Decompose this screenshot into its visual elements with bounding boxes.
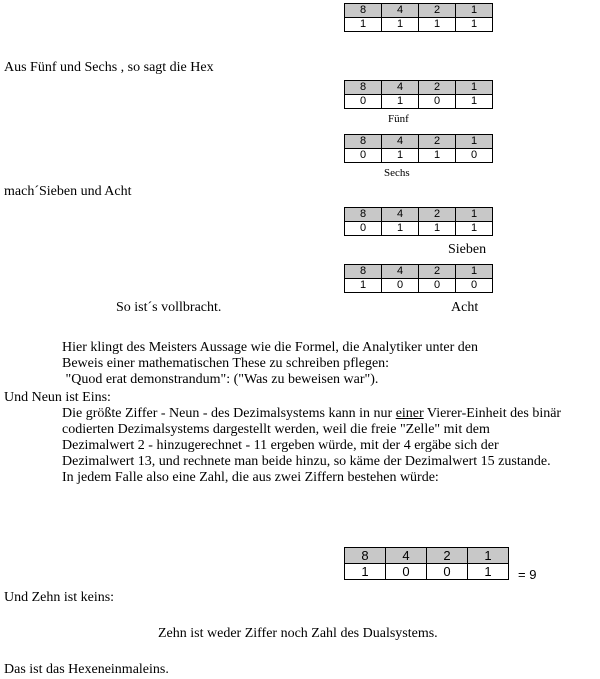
caption-neun: = 9 xyxy=(518,567,537,582)
bit-weight-4: 4 xyxy=(386,548,427,564)
paragraph-text: Vierer-Einheit des binär codierten Dezimalsystems dargestellt werden, weil die freie "Zelle" mit dem Dezimalwert 2 - hinzugerechnet - 11 ergeben würde, mit der 4 ergäbe sich der Dezimalwert 13, und rechnete man beide hinzu, so käme der Dezimalwert 15 zustande. In jedem Falle also eine Zahl, die aus zwei Ziffern bestehen würde: xyxy=(62,406,562,485)
bit-weight-2: 2 xyxy=(419,135,456,149)
bit-weight-1: 1 xyxy=(456,265,493,279)
bit-table-top xyxy=(344,3,493,32)
bit-value: 1 xyxy=(468,564,509,580)
bit-value-row xyxy=(345,149,493,163)
bit-header-row xyxy=(345,208,493,222)
bit-table-sieben xyxy=(344,207,493,236)
bit-header-row xyxy=(345,135,493,149)
paragraph-line: Beweis einer mathematischen These zu schreiben pflegen: xyxy=(62,356,390,371)
caption-sechs: Sechs xyxy=(384,167,410,179)
paragraph-neun xyxy=(62,406,562,486)
bit-value: 1 xyxy=(382,18,419,32)
bit-weight-8: 8 xyxy=(345,4,382,18)
bit-value-row xyxy=(345,564,509,580)
bit-value: 0 xyxy=(427,564,468,580)
bit-weight-1: 1 xyxy=(456,81,493,95)
bit-value: 0 xyxy=(345,95,382,109)
bit-value: 1 xyxy=(456,95,493,109)
bit-value: 0 xyxy=(456,149,493,163)
bit-value: 1 xyxy=(382,149,419,163)
bit-weight-2: 2 xyxy=(419,265,456,279)
paragraph-formula xyxy=(62,340,600,388)
bit-weight-4: 4 xyxy=(382,135,419,149)
statement-zehn: Zehn ist weder Ziffer noch Zahl des Dualsystems. xyxy=(158,626,438,641)
bit-value: 1 xyxy=(345,279,382,293)
caption-acht: Acht xyxy=(451,300,479,315)
bit-header-row xyxy=(345,81,493,95)
bit-table-fuenf xyxy=(344,80,493,109)
caption-fuenf: Fünf xyxy=(388,113,409,125)
bit-weight-1: 1 xyxy=(468,548,509,564)
bit-value: 1 xyxy=(345,18,382,32)
bit-table-acht xyxy=(344,264,493,293)
closing-line: Das ist das Hexeneinmaleins. xyxy=(4,662,169,677)
verse-line-3: So ist´s vollbracht. xyxy=(116,300,222,315)
bit-value-row xyxy=(345,222,493,236)
bit-value: 1 xyxy=(456,18,493,32)
bit-weight-8: 8 xyxy=(345,548,386,564)
bit-weight-4: 4 xyxy=(382,208,419,222)
bit-header-row xyxy=(345,548,509,564)
bit-weight-2: 2 xyxy=(419,208,456,222)
bit-weight-2: 2 xyxy=(427,548,468,564)
bit-value: 1 xyxy=(456,222,493,236)
caption-sieben: Sieben xyxy=(448,242,487,257)
bit-weight-8: 8 xyxy=(345,135,382,149)
bit-weight-4: 4 xyxy=(382,265,419,279)
bit-value: 1 xyxy=(382,222,419,236)
bit-value: 0 xyxy=(419,279,456,293)
bit-weight-8: 8 xyxy=(345,265,382,279)
bit-value: 0 xyxy=(419,95,456,109)
bit-value: 1 xyxy=(382,95,419,109)
bit-value: 0 xyxy=(345,149,382,163)
verse-line-5: Und Zehn ist keins: xyxy=(4,590,115,605)
bit-weight-2: 2 xyxy=(419,81,456,95)
verse-line-2: mach´Sieben und Acht xyxy=(4,184,132,199)
bit-value-row xyxy=(345,95,493,109)
bit-weight-4: 4 xyxy=(382,4,419,18)
bit-value: 0 xyxy=(456,279,493,293)
paragraph-text: Die größte Ziffer - Neun - des Dezimalsystems kann in nur xyxy=(62,406,396,421)
bit-value: 1 xyxy=(419,149,456,163)
verse-line-1: Aus Fünf und Sechs , so sagt die Hex xyxy=(4,60,214,75)
bit-value: 0 xyxy=(382,279,419,293)
bit-value-row xyxy=(345,18,493,32)
bit-table-sechs xyxy=(344,134,493,163)
bit-value-row xyxy=(345,279,493,293)
bit-weight-8: 8 xyxy=(345,81,382,95)
bit-table-neun xyxy=(344,547,509,580)
bit-weight-4: 4 xyxy=(382,81,419,95)
bit-weight-1: 1 xyxy=(456,208,493,222)
bit-value: 1 xyxy=(419,18,456,32)
paragraph-line: Hier klingt des Meisters Aussage wie die Formel, die Analytiker unter den xyxy=(62,340,479,355)
bit-weight-1: 1 xyxy=(456,4,493,18)
paragraph-underlined: einer xyxy=(395,406,424,421)
bit-weight-2: 2 xyxy=(419,4,456,18)
paragraph-line: "Quod erat demonstrandum": ("Was zu beweisen war"). xyxy=(62,372,379,387)
bit-header-row xyxy=(345,265,493,279)
bit-weight-1: 1 xyxy=(456,135,493,149)
bit-value: 0 xyxy=(345,222,382,236)
bit-weight-8: 8 xyxy=(345,208,382,222)
bit-value: 1 xyxy=(419,222,456,236)
bit-header-row xyxy=(345,4,493,18)
bit-value: 1 xyxy=(345,564,386,580)
verse-line-4: Und Neun ist Eins: xyxy=(4,390,111,405)
bit-value: 0 xyxy=(386,564,427,580)
